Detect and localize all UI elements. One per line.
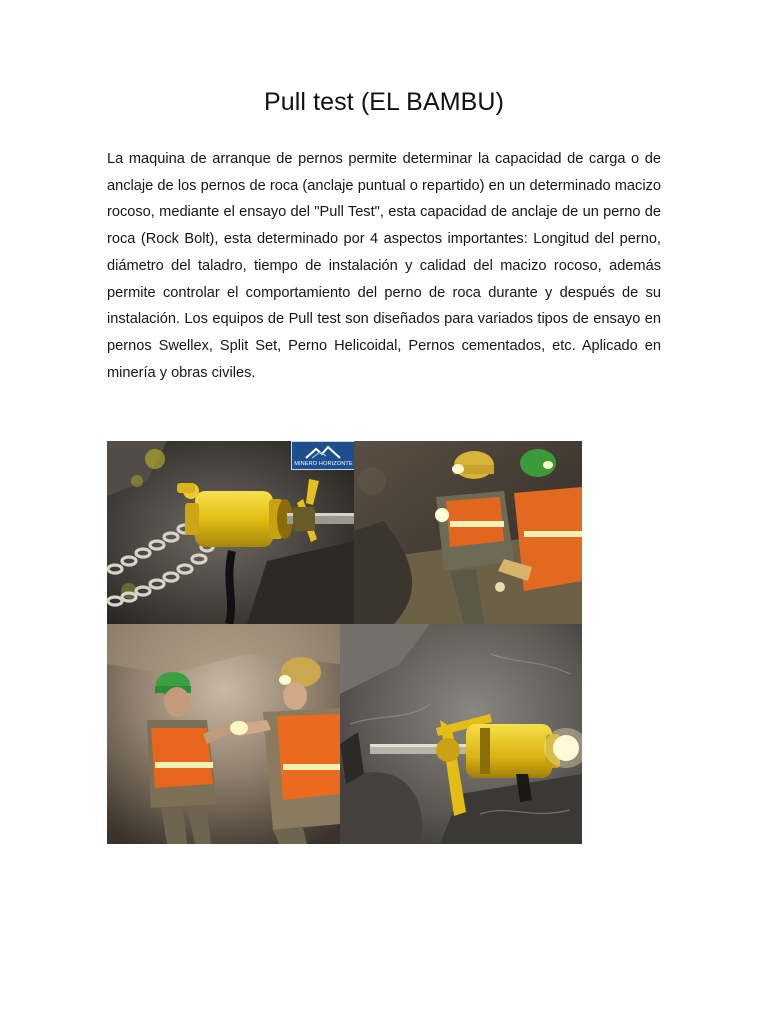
workers-installing-image	[107, 624, 340, 844]
body-paragraph: La maquina de arranque de pernos permite determinar la capacidad de carga o de anclaje de los pernos de roca (anclaje puntual o repartido) en un determinado macizo rocoso, mediante el ensayo del "Pull Test", esta capacidad de anclaje de un perno de roca (Rock Bolt), esta determinado por 4 aspectos importantes: Longitud del perno, diámetro del taladro, tiempo de instalación y calidad del macizo rocoso, además permite controlar el comportamiento del perno de roca durante y después de su instalación. Los equipos de Pull test son diseñados para variados tipos de ensayo en pernos Swellex, Split Set, Perno Helicoidal, Pernos cementados, etc. Aplicado en minería y obras civiles.	[107, 151, 661, 381]
logo-text: MINERO HORIZONTE	[294, 461, 353, 467]
company-logo	[291, 441, 356, 470]
jack-on-rock-bolt-image	[340, 624, 582, 844]
photo-collage	[107, 441, 582, 844]
workers-headlamps-image	[354, 441, 582, 624]
photo-pull-test-jack-on-rock-bolt	[340, 624, 582, 844]
photo-workers-installing-equipment	[107, 624, 340, 844]
photo-workers-with-headlamps	[354, 441, 582, 624]
page-title: Pull test (EL BAMBU)	[263, 88, 505, 116]
